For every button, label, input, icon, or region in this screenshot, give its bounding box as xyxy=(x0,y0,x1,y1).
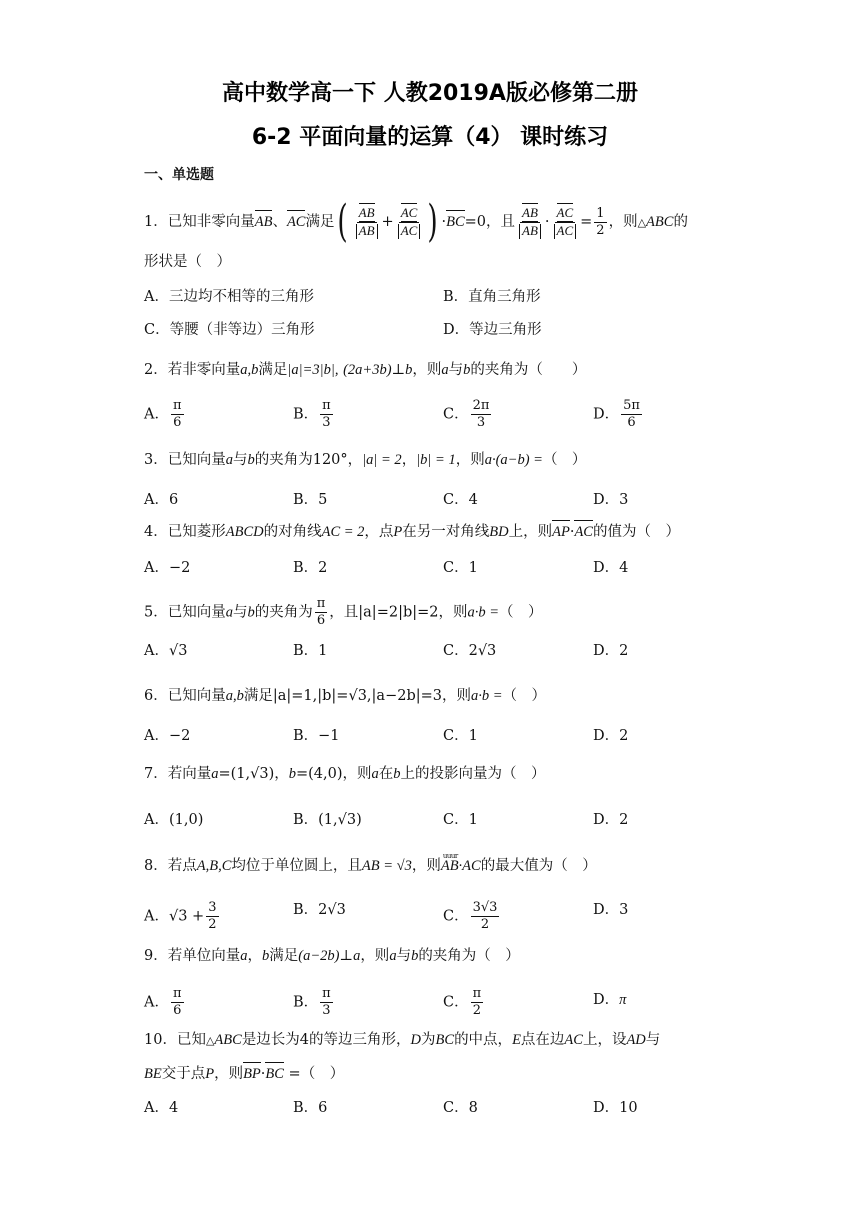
option-fraction xyxy=(171,986,184,1019)
q3-and: 与 xyxy=(232,452,248,468)
frac-num: 3 xyxy=(208,900,217,915)
option-label: B． xyxy=(293,902,319,918)
vector-b-value: =(4,0) xyxy=(296,766,343,782)
frac-num: π xyxy=(322,986,331,1001)
vector-a-2: a xyxy=(389,948,397,964)
q10-text-4: 点在边 xyxy=(520,1032,565,1048)
frac-num: AC xyxy=(400,204,418,220)
q7-option-a[interactable]: A．(1,0) xyxy=(144,812,204,828)
option-label: C． xyxy=(443,994,469,1011)
q8-option-a[interactable] xyxy=(144,900,221,933)
frac-num: 3√3 xyxy=(472,900,498,915)
dot-operator: · xyxy=(569,524,575,540)
q2-and: 与 xyxy=(448,362,464,378)
q4-option-d[interactable]: D．4 xyxy=(593,560,629,576)
q10-text-2: 为 xyxy=(421,1032,436,1048)
q5-expression: a·b = xyxy=(467,604,500,621)
q5-angle-word: 的夹角为 xyxy=(254,604,313,621)
q10-text-7: 交于点 xyxy=(161,1066,206,1082)
q10-text-5: 上，设 xyxy=(582,1032,627,1048)
q8-option-d[interactable] xyxy=(593,900,628,920)
point-d: D xyxy=(410,1032,422,1048)
frac-num: π xyxy=(172,986,182,1001)
q8-option-b[interactable] xyxy=(293,900,346,920)
vector-bc: BC xyxy=(265,1066,284,1082)
question-10 xyxy=(144,1030,660,1051)
q1-de: 的 xyxy=(673,214,688,230)
q3-option-c[interactable]: C．4 xyxy=(443,492,478,508)
option-label: C． xyxy=(443,908,469,925)
frac-den: 2 xyxy=(472,1003,482,1018)
q2-stem: 2．若非零向量 xyxy=(144,362,241,378)
unit-vector-ac xyxy=(396,205,423,240)
q4-option-b[interactable]: B．2 xyxy=(293,560,328,576)
q10-end: =（ ） xyxy=(283,1066,345,1082)
frac-num: 2π xyxy=(472,398,490,413)
q4-option-a[interactable]: A．−2 xyxy=(144,560,191,576)
q2-option-c[interactable] xyxy=(443,398,493,431)
triangle-name: ABC xyxy=(646,214,674,230)
vector-ac: AC xyxy=(574,524,593,540)
q3-option-a[interactable]: A．6 xyxy=(144,492,179,508)
question-1-line2: 形状是（ ） xyxy=(144,254,231,270)
frac-den: AC xyxy=(400,222,418,238)
vector-a: a xyxy=(211,766,219,782)
q4-text-3: 在另一对角线 xyxy=(402,524,490,540)
q1-stem: 1．已知非零向量 xyxy=(144,214,255,230)
q9-condition-word: 满足 xyxy=(269,948,299,964)
q8-expression-wrap xyxy=(440,852,481,874)
point-e: E xyxy=(512,1032,521,1048)
q3-condition-2: |b| = 1 xyxy=(416,452,456,468)
q10-option-d[interactable]: D．10 xyxy=(593,1100,638,1116)
side-bc: BC xyxy=(435,1032,455,1048)
q8-condition: AB = √3 xyxy=(361,858,412,874)
q5-option-d[interactable]: D．2 xyxy=(593,643,629,659)
question-7 xyxy=(144,764,546,784)
q3-angle: 的夹角为120°， xyxy=(254,452,363,468)
vector-a: a xyxy=(441,362,449,378)
question-5 xyxy=(144,596,543,629)
section-heading: 一、单选题 xyxy=(144,167,214,183)
q5-option-a[interactable]: A．√3 xyxy=(144,643,188,659)
frac-den: 6 xyxy=(173,1003,182,1018)
vector-b: b xyxy=(247,452,255,468)
q4-text-4: 上，则 xyxy=(508,524,553,540)
point-p: P xyxy=(205,1066,215,1082)
q4-option-c[interactable]: C．1 xyxy=(443,560,478,576)
frac-num: AB xyxy=(522,204,538,220)
q1-condition-word: 满足 xyxy=(305,214,335,230)
q10-option-c[interactable]: C．8 xyxy=(443,1100,478,1116)
q1-option-d[interactable]: D．等边三角形 xyxy=(443,322,542,338)
frac-den: 6 xyxy=(316,613,326,628)
q5-stem: 5．已知向量 xyxy=(144,604,226,621)
q8-option-c[interactable] xyxy=(443,900,501,933)
vector-marks: uuur xyxy=(442,852,458,860)
option-value: 3 xyxy=(619,902,629,918)
option-label: B． xyxy=(293,994,319,1011)
q8-stem: 8．若点 xyxy=(144,858,197,874)
q1-equals: = xyxy=(580,214,593,230)
q10-text-6: 与 xyxy=(645,1032,661,1048)
q2-end: 的夹角为（ ） xyxy=(470,362,587,378)
q8-text-1: 均位于单位圆上，且 xyxy=(231,858,362,874)
unit-vector-ac-2 xyxy=(552,205,579,240)
q6-option-d[interactable]: D．2 xyxy=(593,728,629,744)
point-p: P xyxy=(393,524,403,540)
q2-option-a[interactable] xyxy=(144,398,186,431)
q3-then: ，则 xyxy=(455,452,485,468)
question-2 xyxy=(144,360,586,380)
vector-b: b xyxy=(463,362,471,378)
frac-den: AC xyxy=(556,222,574,238)
q2-option-d[interactable] xyxy=(593,398,644,431)
q10-text-8: ，则 xyxy=(214,1066,244,1082)
q6-option-a[interactable]: A．−2 xyxy=(144,728,191,744)
option-label: A． xyxy=(144,908,169,925)
unit-vector-ab-2 xyxy=(517,205,543,240)
q4-text-1: 的对角线 xyxy=(263,524,322,540)
q3-option-d[interactable]: D．3 xyxy=(593,492,629,508)
frac-den: 2 xyxy=(596,222,605,238)
option-label: B． xyxy=(293,406,319,423)
frac-num: AC xyxy=(556,204,574,220)
q9-option-d[interactable] xyxy=(593,990,626,1010)
vector-bc: BC xyxy=(446,214,465,230)
frac-den: 6 xyxy=(627,415,636,430)
vectors-ab: a,b xyxy=(240,362,259,378)
q7-stem: 7．若向量 xyxy=(144,766,212,782)
vector-ap: AP xyxy=(552,524,570,540)
q6-condition: 满足|a|=1,|b|=√3,|a−2b|=3，则 xyxy=(243,688,471,704)
frac-den: 3 xyxy=(476,415,486,430)
vector-a-2: a xyxy=(371,766,379,782)
frac-num: π xyxy=(472,986,482,1001)
option-fraction xyxy=(621,398,642,431)
option-fraction xyxy=(320,986,333,1019)
frac-den: AB xyxy=(358,222,375,238)
triangle-name: ABC xyxy=(214,1032,242,1048)
q7-end: 上的投影向量为（ ） xyxy=(400,766,546,782)
q7-on: 在 xyxy=(378,766,394,782)
q1-option-a[interactable]: A．三边均不相等的三角形 xyxy=(144,289,314,305)
q10-stem: 10．已知 xyxy=(144,1032,206,1048)
triangle-symbol: △ xyxy=(637,216,647,229)
document-subtitle: 6-2 平面向量的运算（4） 课时练习 xyxy=(251,125,609,150)
left-paren: ( xyxy=(337,196,349,247)
vector-b: b xyxy=(247,604,255,621)
vector-b: b xyxy=(288,766,296,782)
option-fraction xyxy=(471,986,484,1019)
option-label: C． xyxy=(443,406,469,423)
frac-num: π xyxy=(316,596,326,611)
q6-end: （ ） xyxy=(502,688,547,704)
q9-stem: 9．若单位向量 xyxy=(144,948,241,964)
q8-end: 的最大值为（ ） xyxy=(480,858,597,874)
q9-sep: ， xyxy=(247,948,262,964)
q1-option-c[interactable]: C．等腰（非等边）三角形 xyxy=(144,322,315,338)
q2-then: ，则 xyxy=(412,362,442,378)
option-fraction xyxy=(206,900,218,933)
q9-end: 的夹角为（ ） xyxy=(418,948,520,964)
q3-end: （ ） xyxy=(542,452,587,468)
points-abc: A,B,C xyxy=(196,858,232,874)
question-4 xyxy=(144,522,680,542)
q4-end: 的值为（ ） xyxy=(592,524,680,540)
q10-text-3: 的中点， xyxy=(454,1032,513,1048)
vector-a-value: =(1,√3) xyxy=(218,766,275,782)
q9-then: ，则 xyxy=(360,948,390,964)
option-label: D． xyxy=(593,992,620,1008)
option-label: A． xyxy=(144,406,169,423)
fraction-half xyxy=(594,206,606,239)
q7-then: ，则 xyxy=(342,766,372,782)
q4-stem: 4．已知菱形 xyxy=(144,524,226,540)
vector-a: a xyxy=(225,452,233,468)
q2-condition-1: |a|=3|b|, xyxy=(287,362,339,378)
diagonal-bd: BD xyxy=(489,524,509,540)
q5-option-b[interactable]: B．1 xyxy=(293,643,328,659)
option-label: D． xyxy=(593,902,620,918)
side-ac: AC xyxy=(564,1032,583,1048)
unit-vector-ab xyxy=(354,205,380,240)
q2-condition-word: 满足 xyxy=(258,362,288,378)
option-fraction xyxy=(320,398,333,431)
q3-expression: a·(a−b) = xyxy=(484,452,543,468)
q5-option-c[interactable]: C．2√3 xyxy=(443,643,497,659)
q1-then: ，则 xyxy=(608,214,638,230)
vector-bp: BP xyxy=(243,1066,261,1082)
q10-option-a[interactable]: A．4 xyxy=(144,1100,179,1116)
q3-condition-1: |a| = 2 xyxy=(362,452,402,468)
option-fraction xyxy=(471,900,500,933)
question-3: 3．已知向量a与b的夹角为120°，|a| = 2，|b| = 1，则a·(a−b) =（ ） xyxy=(144,452,587,468)
frac-den: 3 xyxy=(322,415,331,430)
triangle-symbol: △ xyxy=(205,1034,215,1047)
vector-a: a xyxy=(240,948,248,964)
q9-and: 与 xyxy=(396,948,412,964)
q4-diagonal: AC = 2 xyxy=(321,524,365,540)
option-value: 2√3 xyxy=(318,902,346,918)
option-label: A． xyxy=(144,994,169,1011)
q10-text-1: 是边长为4的等边三角形， xyxy=(241,1032,411,1048)
frac-den: 6 xyxy=(173,415,182,430)
q10-option-b[interactable]: B．6 xyxy=(293,1100,328,1116)
q8-expression: AB·AC xyxy=(440,858,481,874)
rhombus-name: ABCD xyxy=(225,524,264,540)
option-label: D． xyxy=(593,406,620,423)
vector-ac: AC xyxy=(286,214,306,230)
angle-fraction xyxy=(315,596,328,629)
frac-num: 1 xyxy=(596,205,605,221)
frac-num: π xyxy=(172,398,182,413)
q6-option-c[interactable]: C．1 xyxy=(443,728,478,744)
frac-den: 2 xyxy=(208,917,217,932)
question-8 xyxy=(144,852,597,876)
question-1: 1．已知非零向量AB、AC满足( $\frac{AB}{AB}$ + $\frac{AC}{AC}$ ) ·BC=0，且 $\frac{AB}{AB}$ · $\frac{AC}{AC}$ = $\frac{1}{2}$ ，则△ABC的 xyxy=(144,196,688,247)
vector-b: b xyxy=(261,948,270,964)
q6-option-b[interactable]: B．−1 xyxy=(293,728,340,744)
q1-eq-zero: =0，且 xyxy=(464,214,516,230)
vector-a: a xyxy=(225,604,233,621)
q5-and: 与 xyxy=(232,604,248,621)
q9-option-c[interactable] xyxy=(443,986,485,1019)
dot-operator: · xyxy=(260,1066,266,1082)
q3-stem: 3．已知向量 xyxy=(144,452,226,468)
right-paren: ) xyxy=(427,196,439,247)
vector-b-2: b xyxy=(393,766,401,782)
q9-condition: (a−2b)⊥a xyxy=(298,948,361,964)
q7-option-c[interactable]: C．1 xyxy=(443,812,478,828)
vector-b-2: b xyxy=(411,948,419,964)
document-title: 高中数学高一下 人教2019A版必修第二册 xyxy=(222,81,638,106)
segment-ad: AD xyxy=(626,1032,646,1048)
question-6 xyxy=(144,686,546,706)
q7-sep: ， xyxy=(274,766,289,782)
q2-condition-2: (2a+3b)⊥b xyxy=(343,362,413,378)
segment-be: BE xyxy=(144,1066,162,1082)
frac-den: 2 xyxy=(480,917,490,932)
frac-num: π xyxy=(322,398,331,413)
q1-option-b[interactable]: B．直角三角形 xyxy=(443,289,541,305)
q3-option-b[interactable]: B．5 xyxy=(293,492,328,508)
q5-condition: ，且|a|=2|b|=2，则 xyxy=(329,604,468,621)
q6-expression: a·b = xyxy=(470,688,503,704)
q8-then: ，则 xyxy=(411,858,441,874)
q2-option-b[interactable] xyxy=(293,398,335,431)
q9-option-b[interactable] xyxy=(293,986,335,1019)
q7-option-d[interactable]: D．2 xyxy=(593,812,629,828)
q7-option-b[interactable]: B．(1,√3) xyxy=(293,812,362,828)
frac-num: 5π xyxy=(623,398,640,413)
q5-end: （ ） xyxy=(499,604,543,621)
option-prefix: √3 + xyxy=(168,908,205,925)
q9-option-a[interactable] xyxy=(144,986,186,1019)
vector-ab: AB xyxy=(254,214,273,230)
question-10-line2 xyxy=(144,1064,344,1084)
q4-text-2: ，点 xyxy=(364,524,394,540)
option-fraction xyxy=(471,398,492,431)
frac-den: 3 xyxy=(322,1003,331,1018)
frac-num: AB xyxy=(358,204,375,220)
frac-den: AB xyxy=(522,222,538,238)
q6-stem: 6．已知向量 xyxy=(144,688,226,704)
q1-separator: 、 xyxy=(272,214,287,230)
vectors-ab: a,b xyxy=(225,688,244,704)
option-fraction xyxy=(171,398,184,431)
question-9 xyxy=(144,946,520,966)
option-value: π xyxy=(619,992,627,1008)
